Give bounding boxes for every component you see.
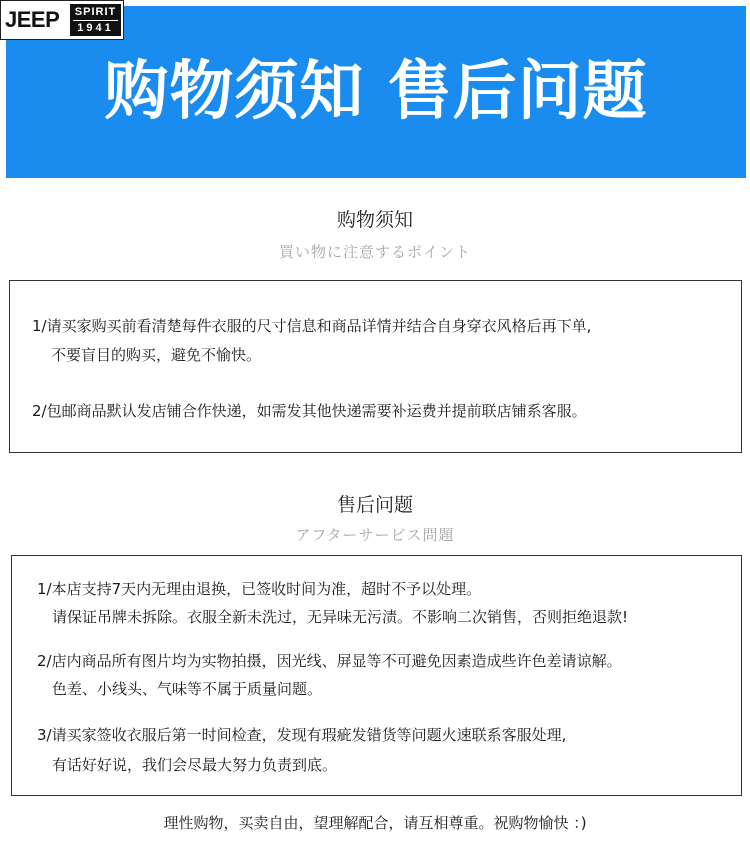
shopping-notice-title: 购物须知 bbox=[336, 209, 413, 231]
aftersales-line-5: 3/请买家签收衣服后第一时间检查，发现有瑕疵发错货等问题火速联系客服处理, bbox=[37, 726, 567, 744]
shopping-line-1: 1/请买家购买前看清楚每件衣服的尺寸信息和商品详情并结合自身穿衣风格后再下单, bbox=[32, 317, 592, 335]
aftersales-line-2: 请保证吊牌未拆除。衣服全新未洗过，无异味无污渍。不影响二次销售，否则拒绝退款! bbox=[52, 608, 629, 626]
aftersales-title: 售后问题 bbox=[336, 494, 413, 516]
shopping-notice-box bbox=[9, 280, 742, 453]
banner-title: 购物须知 售后问题 bbox=[104, 55, 648, 129]
footer-note: 理性购物，买卖自由，望理解配合，请互相尊重。祝购物愉快 ：) bbox=[163, 814, 587, 832]
aftersales-line-1: 1/本店支持7天内无理由退换，已签收时间为准，超时不予以处理。 bbox=[37, 580, 482, 598]
logo-brand: JEEP bbox=[5, 7, 60, 32]
jeep-spirit-logo bbox=[0, 0, 124, 40]
aftersales-box bbox=[11, 555, 742, 796]
logo-spirit: SPIRIT bbox=[74, 6, 117, 18]
shopping-line-2: 不要盲目的购买，避免不愉快。 bbox=[51, 346, 262, 364]
shopping-line-3: 2/包邮商品默认发店铺合作快递，如需发其他快递需要补运费并提前联店铺系客服。 bbox=[32, 402, 587, 420]
aftersales-line-6: 有话好好说，我们会尽最大努力负责到底。 bbox=[52, 756, 338, 774]
aftersales-line-3: 2/店内商品所有图片均为实物拍摄，因光线、屏显等不可避免因素造成些许色差请谅解。 bbox=[37, 652, 622, 670]
logo-year: 1941 bbox=[77, 22, 114, 34]
logo-badge bbox=[70, 4, 121, 36]
aftersales-subtitle: アフターサービス問題 bbox=[295, 526, 455, 544]
shopping-notice-subtitle: 買い物に注意するポイント bbox=[278, 243, 471, 261]
aftersales-line-4: 色差、小线头、气味等不属于质量问题。 bbox=[52, 680, 323, 698]
logo-divider bbox=[73, 20, 118, 21]
